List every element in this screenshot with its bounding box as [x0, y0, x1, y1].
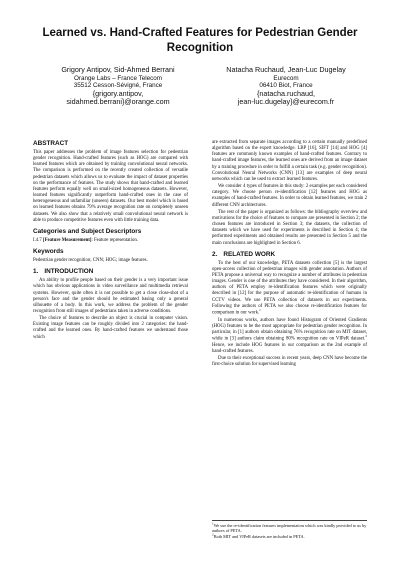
related-paragraph: Due to their exceptional success in recent years, deep CNN have become the first-choice solution for supervised learning	[212, 356, 367, 368]
intro-paragraph: We consider 4 types of features in this study: 2 examples per each considered category. We choose person re-identification [12] features and HOG as examples of hand-crafted features. In order to obtain learned features, we train 2 different CNN architectures.	[212, 184, 367, 208]
intro-continued-paragraph: are extracted from separate images according to a certain manually predefined algorithm based on the expert knowledge. LBP [16], SIFT [14] and HOG [4] features are commonly known examples of hand-crafted features. Contrary to hand-crafted image features, the learned ones are derived from an image dataset by a training procedure in order to fulfill a certain task (e.g. gender recognition). Convolutional Neural Networks (CNN) [13] are examples of deep neural networks which can be used to extract learned features.	[212, 140, 367, 182]
related-text: To the best of our knowledge, PETA datasets collection [5] is the largest open-access collection of pedestrian images with gender annotation. Authors of PETA propose a universal way to recognize a number of attributes in pedestrian images. Gender is one of the attributes they have considered. In their algorithm, authors of PETA employ re-identification features which were originally described in [12] for the purpose of automatic re-identification of humans in CCTV videos. We use PETA collection of datasets in our experiments. Following the authors of PETA we also choose re-identification features for comparison in our work.	[212, 260, 367, 316]
keywords-heading: Keywords	[33, 248, 64, 256]
author-email-line: jean-luc.dugelay}@eurecom.fr	[237, 97, 335, 107]
categories-heading: Categories and Subject Descriptors	[33, 227, 142, 235]
section-heading-related-work	[212, 251, 367, 259]
author-names: Natacha Ruchaud, Jean-Luc Dugelay	[226, 65, 346, 74]
author-email-line: sidahmed.berrani}@orange.com	[66, 97, 170, 107]
related-paragraph	[212, 318, 367, 356]
related-paragraph	[212, 261, 367, 317]
author-affiliation-2	[201, 66, 371, 107]
intro-paragraph: The choice of features to describe an object is crucial in computer vision. Existing image features can be roughly divided into 2 categories: the hand-crafted and the learned ones. By hand-crafted features we understand those which	[33, 316, 188, 340]
footnote-ref: 1	[259, 307, 261, 312]
abstract-text: This paper addresses the problem of image features selection for pedestrian gender recognition. Hand-crafted features (such as HOG) are compared with learned features which are obtained by training convolutional neural networks. The comparison is performed on the recently created collection of versatile pedestrian datasets which allows us to evaluate the impact of dataset properties on the performance of features. The study shows that hand-crafted and learned features perform equally well on small-sized homogeneous datasets. However, learned features significantly outperform hand-crafted ones in the case of heterogeneous and unfamiliar (unseen) datasets. Our best model which is based on learned features obtains 79% average recognition rate on completely unseen datasets. We also show that a relatively small convolutional neural network is able to produce competitive features even with little training data.	[33, 150, 188, 223]
section-number: 1.	[33, 268, 39, 276]
paper-title: Learned vs. Hand-Crafted Features for Pedestrian Gender Recognition	[42, 27, 358, 54]
author-org: Eurecom	[273, 74, 299, 82]
related-text: In numerous works, authors have found Histogram of Oriented Gradients (HOG) features to be the most appropriate for pedestrian gender recognition. In particular, in [1] authors obtain obtaining 76% recognition rate on MIT dataset, while in [3] authors claim obtaining 80% recognition rate on VIPeR dataset.	[212, 317, 367, 342]
intro-paragraph: An ability to profile people based on their gender is a very important issue which has obvious applications in video surveillance and multimedia retrieval systems. However, quite often it is not possible to get a close close-shot of a person's face and the gender should be estimated basing only a general silhouette of a body. In this work, we address the problem of the gender recognition from still images of pedestrians taken in adverse conditions.	[33, 278, 188, 314]
author-address: 06410 Biot, France	[259, 82, 313, 90]
left-column	[33, 140, 188, 342]
author-address: 35512 Cesson-Sévigné, France	[73, 82, 163, 90]
author-email-line: {natacha.ruchaud,	[257, 88, 315, 98]
footnote	[212, 534, 367, 539]
footnotes	[212, 520, 367, 539]
categories-label: [Feature Measurement]	[43, 237, 92, 243]
author-org: Orange Labs – France Telecom	[73, 74, 163, 82]
section-title: RELATED WORK	[223, 250, 276, 258]
keywords-text: Pedestrian gender recognition; CNN; HOG; image features.	[33, 258, 148, 264]
categories-code: I.4.7	[33, 237, 42, 243]
categories-desc: : Feature representation.	[91, 237, 138, 243]
related-text: Hence, we include HOG features in our comparison as the 2nd example of hand-crafted features.	[212, 342, 367, 355]
author-email-line: {grigory.antipov,	[92, 88, 144, 98]
author-names: Grigory Antipov, Sid-Ahmed Berrani	[61, 65, 175, 74]
intro-paragraph: The rest of the paper is organized as follows: the bibliography overview and motivations for the choice of features to compare are presented in Section 2; the chosen features are introduced in Section 3; the datasets, the collection of datasets which we have used for experiments is described in Section 4; the performed experiments and obtained results are presented in Section 5 and the main conclusions are highlighted in Section 6.	[212, 209, 367, 246]
footnote-mark: 1	[212, 521, 214, 526]
section-number: 2.	[212, 250, 218, 258]
section-heading-introduction	[33, 268, 188, 276]
footnote-text: Both MIT and VIPeR datasets are included in PETA.	[213, 533, 305, 539]
categories-text	[33, 238, 188, 244]
section-title: INTRODUCTION	[44, 268, 94, 276]
author-affiliation-1	[33, 66, 203, 107]
footnote-ref: 2	[365, 334, 367, 339]
footnote-text: We use the re-identification features implementation which was kindly provided to us by authors of PETA.	[212, 523, 367, 534]
right-column	[212, 140, 367, 370]
abstract-heading: ABSTRACT	[33, 140, 69, 147]
footnote-mark: 2	[212, 532, 214, 537]
